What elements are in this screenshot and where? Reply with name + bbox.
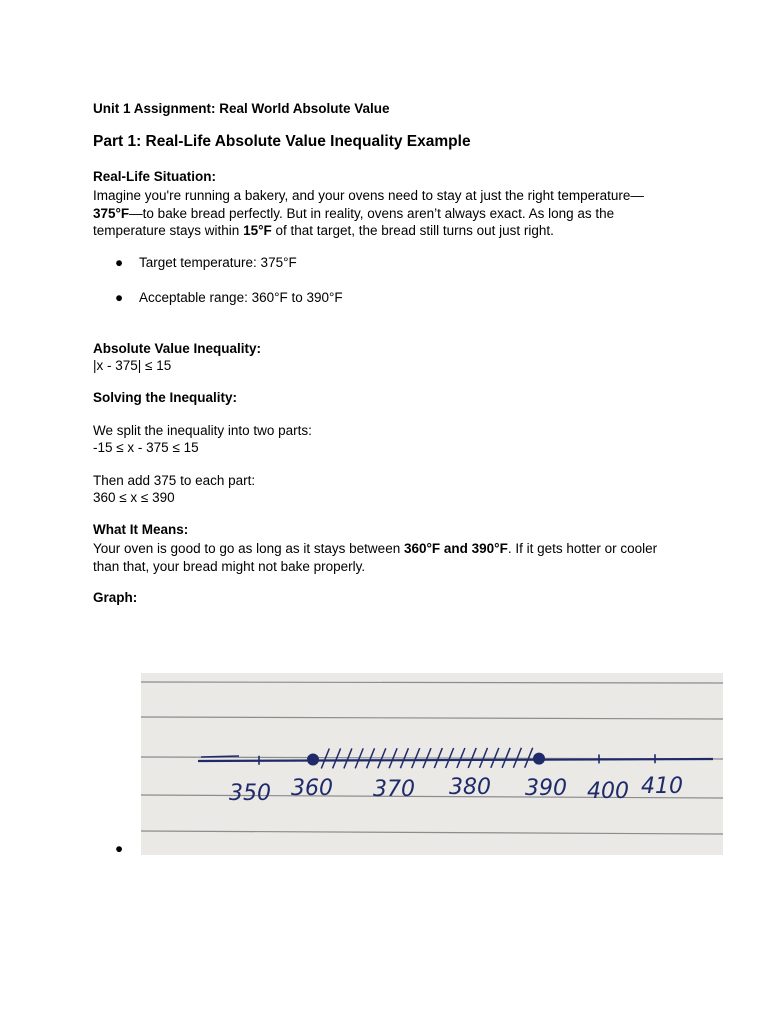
situation-text-2: —to bake bread perfectly. But in reality, ovens aren’t always exact. As long as the temperature stays within (93, 205, 615, 238)
tick-label: 380 (449, 775, 491, 800)
closed-endpoint-390 (533, 753, 545, 765)
tick-label: 410 (641, 774, 683, 799)
ruled-line (141, 831, 723, 834)
tick-labels (229, 774, 683, 806)
list-item (115, 255, 297, 270)
tick-label: 400 (587, 779, 629, 804)
situation-text-3: of that target, the bread still turns out just right. (271, 223, 554, 238)
situation-tolerance: 15°F (243, 223, 272, 238)
bullet-text: Target temperature: 375°F (139, 255, 297, 270)
meaning-label: What It Means: (93, 522, 189, 537)
split-text: We split the inequality into two parts: (93, 423, 312, 438)
bullet-icon: ● (115, 290, 124, 305)
tick-label: 370 (373, 777, 415, 802)
ruled-line (141, 682, 723, 683)
situation-label: Real-Life Situation: (93, 169, 217, 184)
solving-label: Solving the Inequality: (93, 390, 238, 405)
hatch-mark (355, 748, 363, 768)
tick-label: 390 (525, 776, 567, 801)
graph-bullet-icon: ● (115, 841, 124, 856)
split-expression: -15 ≤ x - 375 ≤ 15 (93, 440, 199, 455)
hatch-mark (344, 748, 352, 768)
list-item (115, 290, 343, 305)
ruled-line (141, 717, 723, 719)
situation-text-1: Imagine you're running a bakery, and your ovens need to stay at just the right temperature— (93, 188, 644, 203)
number-line-photo (141, 673, 723, 855)
bullet-icon: ● (115, 255, 124, 270)
inequality-label: Absolute Value Inequality: (93, 341, 262, 356)
hatch-mark (333, 748, 341, 768)
hatch-mark (321, 749, 329, 769)
document-title: Unit 1 Assignment: Real World Absolute Value (93, 101, 390, 116)
inequality-expression: |x - 375| ≤ 15 (93, 358, 172, 373)
situation-target-temp: 375°F (93, 205, 130, 221)
tick-label: 360 (291, 776, 333, 801)
situation-paragraph (93, 187, 673, 240)
graph-label: Graph: (93, 590, 138, 605)
meaning-paragraph (93, 540, 673, 575)
tick-label: 350 (229, 781, 271, 806)
part-heading: Part 1: Real-Life Absolute Value Inequality Example (93, 133, 471, 150)
number-line-axis (198, 759, 713, 761)
bullet-text: Acceptable range: 360°F to 390°F (139, 290, 343, 305)
number-line-stroke (201, 756, 239, 757)
meaning-text-1: Your oven is good to go as long as it stays between (93, 541, 404, 556)
add-expression: 360 ≤ x ≤ 390 (93, 490, 175, 505)
meaning-text-2: . If it gets hotter or cooler than that, your bread might not bake properly. (93, 541, 658, 574)
meaning-range: 360°F and 390°F (403, 541, 508, 556)
add-text: Then add 375 to each part: (93, 473, 256, 488)
number-line-graph (141, 673, 723, 855)
closed-endpoint-360 (307, 754, 319, 766)
hatch-mark (525, 748, 533, 768)
